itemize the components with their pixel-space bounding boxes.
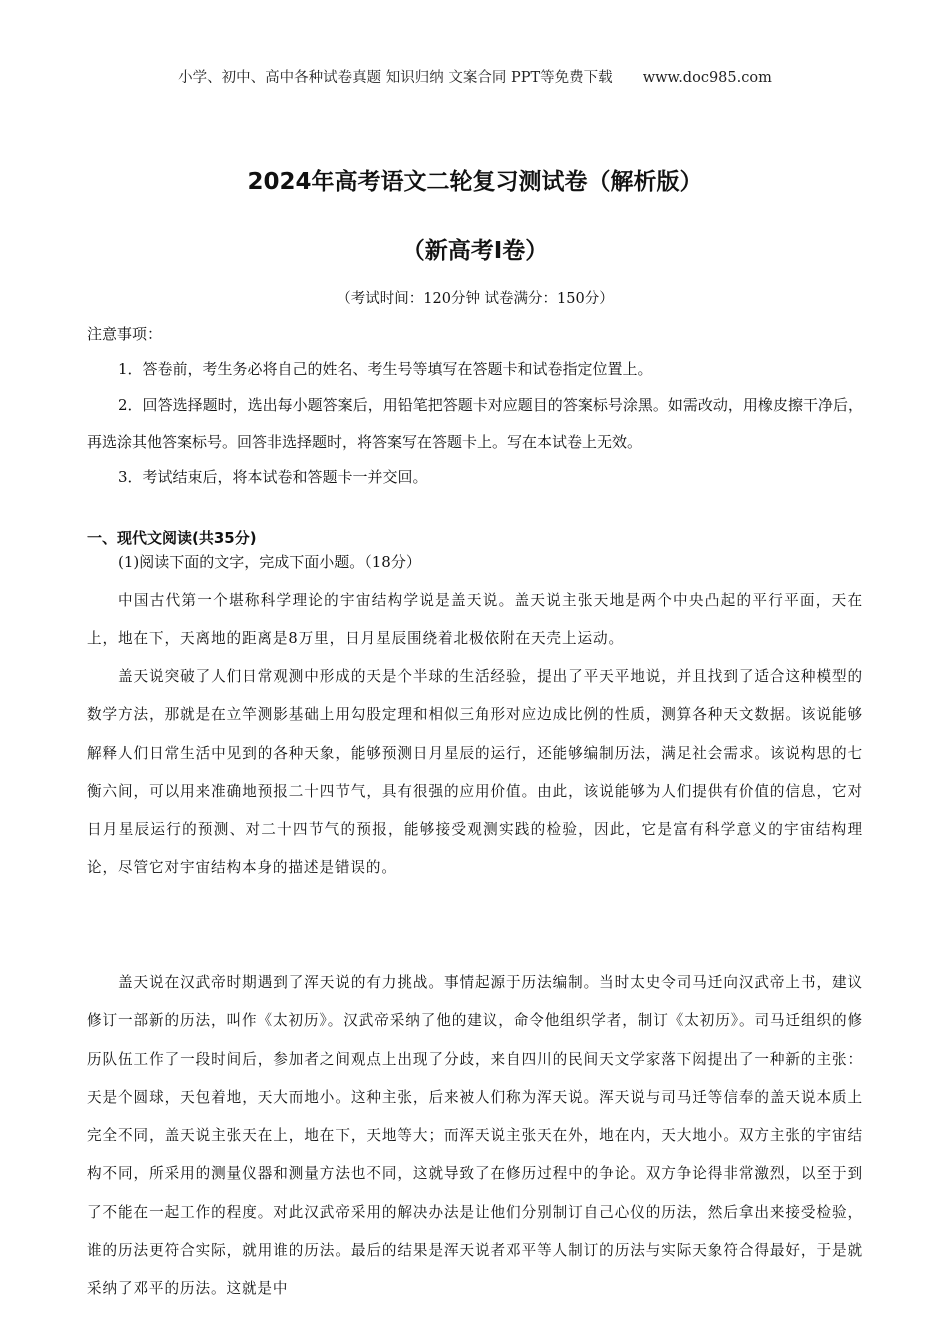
header-url[interactable]: www.doc985.com xyxy=(642,70,772,86)
notice-item-1: 1．答卷前，考生务必将自己的姓名、考生号等填写在答题卡和试卷指定位置上。 xyxy=(118,360,653,378)
passage-paragraph-1: 中国古代第一个堪称科学理论的宇宙结构学说是盖天说。盖天说主张天地是两个中央凸起的平行平面，天在上，地在下，天离地的距离是8万里，日月星辰围绕着北极依附在天壳上运动。 xyxy=(87,592,863,648)
passage-paragraph-3: 盖天说在汉武帝时期遇到了浑天说的有力挑战。事情起源于历法编制。当时太史令司马迁向汉武帝上书，建议修订一部新的历法，叫作《太初历》。汉武帝采纳了他的建议，命令他组织学者，制订《太初历》。司马迁组织的修历队伍工作了一段时间后，参加者之间观点上出现了分歧，来自四川的民间天文学家落下闳提出了一种新的主张：天是个圆球，天包着地，天大而地小。这种主张，后来被人们称为浑天说。浑天说与司马迁等信奉的盖天说本质上完全不同，盖天说主张天在上，地在下，天地等大；而浑天说主张天在外，地在内，天大地小。双方主张的宇宙结构不同，所采用的测量仪器和测量方法也不同，这就导致了在修历过程中的争论。双方争论得非常激烈，以至于到了不能在一起工作的程度。对此汉武帝采用的解决办法是让他们分别制订自己心仪的历法，然后拿出来接受检验，谁的历法更符合实际，就用谁的历法。最后的结果是浑天说者邓平等人制订的历法与实际天象符合得最好，于是就采纳了邓平的历法。这就是中 xyxy=(87,974,863,1298)
notice-item-3: 3．考试结束后，将本试卷和答题卡一并交回。 xyxy=(118,468,428,486)
document-title: 2024年高考语文二轮复习测试卷（解析版） xyxy=(247,169,703,195)
section-title: 一、现代文阅读(共35分) xyxy=(87,529,257,547)
notice-item-2: 2．回答选择题时，选出每小题答案后，用铅笔把答题卡对应题目的答案标号涂黑。如需改动，用橡皮擦干净后，再选涂其他答案标号。回答非选择题时，将答案写在答题卡上。写在本试卷上无效。 xyxy=(87,396,863,451)
notice-title: 注意事项： xyxy=(87,325,163,343)
page-header xyxy=(0,66,950,87)
passage-paragraph-2: 盖天说突破了人们日常观测中形成的天是个半球的生活经验，提出了平天平地说，并且找到了适合这种模型的数学方法，那就是在立竿测影基础上用勾股定理和相似三角形对应边成比例的性质，测算各种天文数据。该说能够解释人们日常生活中见到的各种天象，能够预测日月星辰的运行，还能够编制历法，满足社会需求。该说构思的七衡六间，可以用来准确地预报二十四节气，具有很强的应用价值。由此，该说能够为人们提供有价值的信息，它对日月星辰运行的预测、对二十四节气的预报，能够接受观测实践的检验，因此，它是富有科学意义的宇宙结构理论，尽管它对宇宙结构本身的描述是错误的。 xyxy=(87,668,863,877)
header-text: 小学、初中、高中各种试卷真题 知识归纳 文案合同 PPT等免费下载 xyxy=(178,70,613,86)
part-title: (1)阅读下面的文字，完成下面小题。（18分） xyxy=(118,553,421,571)
exam-info: （考试时间：120分钟 试卷满分：150分） xyxy=(336,291,614,307)
document-subtitle: （新高考Ⅰ卷） xyxy=(401,238,549,264)
